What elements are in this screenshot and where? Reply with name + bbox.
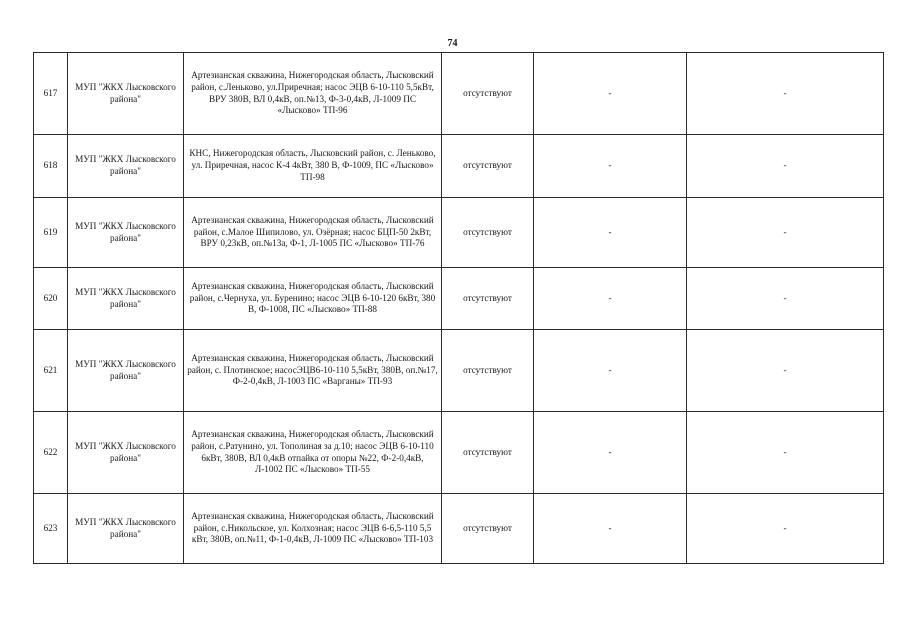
row-number: 619 [34,198,68,268]
table-row [34,412,884,494]
row-number: 622 [34,412,68,494]
row-number: 623 [34,494,68,564]
table-row [34,330,884,412]
status-cell: отсутствуют [442,494,534,564]
empty-value-cell: - [534,330,687,412]
organization-cell: МУП "ЖКХ Лысковского района" [68,135,184,198]
empty-value-cell: - [534,135,687,198]
table-row [34,268,884,330]
status-cell: отсутствуют [442,135,534,198]
empty-value-cell: - [534,53,687,135]
status-cell: отсутствуют [442,412,534,494]
organization-cell: МУП "ЖКХ Лысковского района" [68,198,184,268]
empty-value-cell: - [534,198,687,268]
empty-value-cell: - [687,198,884,268]
organization-cell: МУП "ЖКХ Лысковского района" [68,330,184,412]
empty-value-cell: - [687,330,884,412]
registry-table [33,52,884,564]
empty-value-cell: - [534,268,687,330]
object-description-cell: Артезианская скважина, Нижегородская область, Лысковский район, с.Чернуха, ул. Буренино; насос ЭЦВ 6-10-120 6кВт, 380 В, Ф-1008, ПС «Лысково» ТП-88 [184,268,442,330]
empty-value-cell: - [687,268,884,330]
status-cell: отсутствуют [442,53,534,135]
organization-cell: МУП "ЖКХ Лысковского района" [68,412,184,494]
row-number: 620 [34,268,68,330]
empty-value-cell: - [534,494,687,564]
row-number: 621 [34,330,68,412]
organization-cell: МУП "ЖКХ Лысковского района" [68,494,184,564]
object-description-cell: Артезианская скважина, Нижегородская область, Лысковский район, с. Плотинское; насосЭЦВ6-10-110 5,5кВт, 380В, оп.№17, Ф-2-0,4кВ, Л-1003 ПС «Варганы» ТП-93 [184,330,442,412]
table-row [34,135,884,198]
row-number: 617 [34,53,68,135]
table-row [34,494,884,564]
status-cell: отсутствуют [442,198,534,268]
object-description-cell: КНС, Нижегородская область, Лысковский район, с. Леньково, ул. Приречная, насос К-4 4кВт, 380 В, Ф-1009, ПС «Лысково» ТП-98 [184,135,442,198]
empty-value-cell: - [534,412,687,494]
page-number: 74 [447,38,458,49]
row-number: 618 [34,135,68,198]
organization-cell: МУП "ЖКХ Лысковского района" [68,53,184,135]
empty-value-cell: - [687,53,884,135]
object-description-cell: Артезианская скважина, Нижегородская область, Лысковский район, с.Ратунино, ул. Тополиная за д.10; насос ЭЦВ 6-10-110 6кВт, 380В, ВЛ 0,4кВ отпайка от опоры №22, Ф-2-0,4кВ, Л-1002 ПС «Лысково» ТП-55 [184,412,442,494]
status-cell: отсутствуют [442,268,534,330]
table-row [34,198,884,268]
organization-cell: МУП "ЖКХ Лысковского района" [68,268,184,330]
empty-value-cell: - [687,135,884,198]
object-description-cell: Артезианская скважина, Нижегородская область, Лысковский район, с.Леньково, ул.Приречная; насос ЭЦВ 6-10-110 5,5кВт, ВРУ 380В, ВЛ 0,4кВ, оп.№13, Ф-3-0,4кВ, Л-1009 ПС «Лысково» ТП-96 [184,53,442,135]
object-description-cell: Артезианская скважина, Нижегородская область, Лысковский район, с.Малое Шипилово, ул. Озёрная; насос БЦП-50 2кВт, ВРУ 0,23кВ, оп.№13а, Ф-1, Л-1005 ПС «Лысково» ТП-76 [184,198,442,268]
status-cell: отсутствуют [442,330,534,412]
empty-value-cell: - [687,494,884,564]
empty-value-cell: - [687,412,884,494]
object-description-cell: Артезианская скважина, Нижегородская область, Лысковский район, с.Никольское, ул. Колхозная; насос ЭЦВ 6-6,5-110 5,5 кВт, 380В, оп.№11, Ф-1-0,4кВ, Л-1009 ПС «Лысково» ТП-103 [184,494,442,564]
table-row [34,53,884,135]
